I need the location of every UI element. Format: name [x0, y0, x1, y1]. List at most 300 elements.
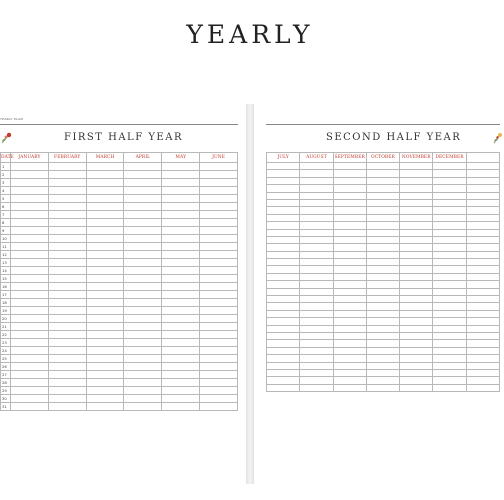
- planner-cell[interactable]: [200, 227, 238, 235]
- planner-cell[interactable]: [11, 259, 49, 267]
- planner-cell[interactable]: [11, 187, 49, 195]
- planner-cell[interactable]: [162, 387, 200, 395]
- planner-cell[interactable]: [400, 214, 433, 221]
- planner-cell[interactable]: [200, 171, 238, 179]
- planner-cell[interactable]: [400, 347, 433, 354]
- planner-cell[interactable]: [11, 323, 49, 331]
- planner-cell[interactable]: [86, 163, 124, 171]
- planner-cell[interactable]: [366, 296, 399, 303]
- planner-cell[interactable]: [11, 315, 49, 323]
- planner-cell[interactable]: [11, 395, 49, 403]
- planner-cell[interactable]: [267, 347, 300, 354]
- planner-cell[interactable]: [200, 379, 238, 387]
- planner-cell[interactable]: [300, 288, 333, 295]
- planner-cell[interactable]: [200, 267, 238, 275]
- planner-cell[interactable]: [86, 203, 124, 211]
- planner-cell[interactable]: [333, 207, 366, 214]
- planner-cell[interactable]: [333, 310, 366, 317]
- planner-cell[interactable]: [11, 379, 49, 387]
- planner-cell[interactable]: [300, 222, 333, 229]
- planner-cell[interactable]: [267, 177, 300, 184]
- planner-cell[interactable]: [433, 318, 466, 325]
- planner-cell[interactable]: [48, 355, 86, 363]
- planner-cell[interactable]: [48, 211, 86, 219]
- planner-cell[interactable]: [162, 187, 200, 195]
- planner-cell[interactable]: [267, 192, 300, 199]
- planner-cell[interactable]: [124, 227, 162, 235]
- planner-cell[interactable]: [162, 251, 200, 259]
- planner-cell[interactable]: [300, 192, 333, 199]
- planner-cell[interactable]: [11, 283, 49, 291]
- planner-cell[interactable]: [466, 214, 499, 221]
- planner-cell[interactable]: [162, 235, 200, 243]
- planner-cell[interactable]: [333, 229, 366, 236]
- planner-cell[interactable]: [267, 340, 300, 347]
- planner-cell[interactable]: [433, 266, 466, 273]
- planner-cell[interactable]: [366, 288, 399, 295]
- planner-cell[interactable]: [366, 170, 399, 177]
- planner-cell[interactable]: [400, 207, 433, 214]
- planner-cell[interactable]: [366, 310, 399, 317]
- planner-cell[interactable]: [366, 369, 399, 376]
- planner-cell[interactable]: [400, 377, 433, 384]
- planner-cell[interactable]: [200, 219, 238, 227]
- planner-cell[interactable]: [267, 185, 300, 192]
- planner-cell[interactable]: [48, 203, 86, 211]
- planner-cell[interactable]: [162, 275, 200, 283]
- planner-cell[interactable]: [86, 275, 124, 283]
- planner-cell[interactable]: [333, 259, 366, 266]
- planner-cell[interactable]: [200, 195, 238, 203]
- planner-cell[interactable]: [466, 332, 499, 339]
- planner-cell[interactable]: [124, 203, 162, 211]
- planner-cell[interactable]: [86, 259, 124, 267]
- planner-cell[interactable]: [162, 179, 200, 187]
- planner-cell[interactable]: [433, 340, 466, 347]
- planner-cell[interactable]: [333, 214, 366, 221]
- planner-cell[interactable]: [267, 384, 300, 391]
- planner-cell[interactable]: [48, 243, 86, 251]
- planner-cell[interactable]: [48, 219, 86, 227]
- planner-cell[interactable]: [333, 362, 366, 369]
- planner-cell[interactable]: [333, 185, 366, 192]
- planner-cell[interactable]: [300, 340, 333, 347]
- planner-cell[interactable]: [162, 355, 200, 363]
- planner-cell[interactable]: [124, 339, 162, 347]
- planner-cell[interactable]: [400, 332, 433, 339]
- planner-cell[interactable]: [86, 307, 124, 315]
- planner-cell[interactable]: [466, 229, 499, 236]
- planner-cell[interactable]: [48, 179, 86, 187]
- planner-cell[interactable]: [86, 219, 124, 227]
- planner-cell[interactable]: [48, 395, 86, 403]
- planner-cell[interactable]: [162, 267, 200, 275]
- planner-cell[interactable]: [11, 371, 49, 379]
- planner-cell[interactable]: [300, 355, 333, 362]
- planner-cell[interactable]: [400, 369, 433, 376]
- planner-cell[interactable]: [124, 211, 162, 219]
- planner-cell[interactable]: [400, 244, 433, 251]
- planner-cell[interactable]: [333, 325, 366, 332]
- planner-cell[interactable]: [124, 347, 162, 355]
- planner-cell[interactable]: [300, 207, 333, 214]
- planner-cell[interactable]: [200, 235, 238, 243]
- planner-cell[interactable]: [300, 281, 333, 288]
- planner-cell[interactable]: [267, 222, 300, 229]
- planner-cell[interactable]: [267, 355, 300, 362]
- planner-cell[interactable]: [11, 195, 49, 203]
- planner-cell[interactable]: [267, 251, 300, 258]
- planner-cell[interactable]: [333, 369, 366, 376]
- planner-cell[interactable]: [267, 273, 300, 280]
- planner-cell[interactable]: [400, 259, 433, 266]
- planner-cell[interactable]: [124, 163, 162, 171]
- planner-cell[interactable]: [200, 307, 238, 315]
- planner-cell[interactable]: [200, 339, 238, 347]
- planner-cell[interactable]: [466, 259, 499, 266]
- planner-cell[interactable]: [466, 318, 499, 325]
- planner-cell[interactable]: [366, 325, 399, 332]
- planner-cell[interactable]: [433, 369, 466, 376]
- planner-cell[interactable]: [333, 266, 366, 273]
- planner-cell[interactable]: [466, 347, 499, 354]
- planner-cell[interactable]: [433, 207, 466, 214]
- planner-cell[interactable]: [433, 222, 466, 229]
- planner-cell[interactable]: [200, 259, 238, 267]
- planner-cell[interactable]: [162, 243, 200, 251]
- planner-cell[interactable]: [433, 296, 466, 303]
- planner-cell[interactable]: [267, 259, 300, 266]
- planner-cell[interactable]: [300, 251, 333, 258]
- planner-cell[interactable]: [200, 211, 238, 219]
- planner-cell[interactable]: [11, 355, 49, 363]
- planner-cell[interactable]: [162, 299, 200, 307]
- planner-cell[interactable]: [400, 288, 433, 295]
- planner-cell[interactable]: [466, 303, 499, 310]
- planner-cell[interactable]: [86, 251, 124, 259]
- planner-cell[interactable]: [124, 331, 162, 339]
- planner-cell[interactable]: [433, 332, 466, 339]
- planner-cell[interactable]: [124, 387, 162, 395]
- planner-cell[interactable]: [11, 219, 49, 227]
- planner-cell[interactable]: [366, 318, 399, 325]
- planner-cell[interactable]: [86, 179, 124, 187]
- planner-cell[interactable]: [400, 296, 433, 303]
- planner-cell[interactable]: [11, 291, 49, 299]
- planner-cell[interactable]: [333, 177, 366, 184]
- planner-cell[interactable]: [124, 379, 162, 387]
- planner-cell[interactable]: [162, 211, 200, 219]
- planner-cell[interactable]: [333, 251, 366, 258]
- planner-cell[interactable]: [48, 291, 86, 299]
- planner-cell[interactable]: [124, 171, 162, 179]
- planner-cell[interactable]: [300, 185, 333, 192]
- planner-cell[interactable]: [124, 267, 162, 275]
- planner-cell[interactable]: [86, 379, 124, 387]
- planner-cell[interactable]: [200, 291, 238, 299]
- planner-cell[interactable]: [267, 266, 300, 273]
- planner-cell[interactable]: [333, 347, 366, 354]
- planner-cell[interactable]: [366, 199, 399, 206]
- planner-cell[interactable]: [124, 179, 162, 187]
- planner-cell[interactable]: [86, 355, 124, 363]
- planner-cell[interactable]: [162, 171, 200, 179]
- planner-cell[interactable]: [366, 236, 399, 243]
- planner-cell[interactable]: [400, 199, 433, 206]
- planner-cell[interactable]: [124, 315, 162, 323]
- planner-cell[interactable]: [86, 347, 124, 355]
- planner-cell[interactable]: [267, 170, 300, 177]
- planner-cell[interactable]: [300, 177, 333, 184]
- planner-cell[interactable]: [48, 275, 86, 283]
- planner-cell[interactable]: [400, 355, 433, 362]
- planner-cell[interactable]: [11, 179, 49, 187]
- planner-cell[interactable]: [86, 283, 124, 291]
- planner-cell[interactable]: [162, 227, 200, 235]
- planner-cell[interactable]: [300, 214, 333, 221]
- planner-cell[interactable]: [48, 323, 86, 331]
- planner-cell[interactable]: [433, 214, 466, 221]
- planner-cell[interactable]: [433, 384, 466, 391]
- planner-cell[interactable]: [466, 222, 499, 229]
- planner-cell[interactable]: [124, 323, 162, 331]
- planner-cell[interactable]: [48, 339, 86, 347]
- planner-cell[interactable]: [267, 310, 300, 317]
- planner-cell[interactable]: [433, 273, 466, 280]
- planner-cell[interactable]: [11, 171, 49, 179]
- planner-cell[interactable]: [333, 199, 366, 206]
- planner-cell[interactable]: [200, 203, 238, 211]
- planner-cell[interactable]: [433, 199, 466, 206]
- planner-cell[interactable]: [466, 266, 499, 273]
- planner-cell[interactable]: [162, 259, 200, 267]
- planner-cell[interactable]: [333, 332, 366, 339]
- planner-cell[interactable]: [333, 377, 366, 384]
- planner-cell[interactable]: [466, 325, 499, 332]
- planner-cell[interactable]: [433, 185, 466, 192]
- planner-cell[interactable]: [333, 303, 366, 310]
- planner-cell[interactable]: [200, 243, 238, 251]
- planner-cell[interactable]: [267, 207, 300, 214]
- planner-cell[interactable]: [333, 163, 366, 170]
- planner-cell[interactable]: [466, 192, 499, 199]
- planner-cell[interactable]: [124, 283, 162, 291]
- planner-cell[interactable]: [267, 325, 300, 332]
- planner-cell[interactable]: [366, 244, 399, 251]
- planner-cell[interactable]: [86, 227, 124, 235]
- planner-cell[interactable]: [300, 369, 333, 376]
- planner-cell[interactable]: [267, 199, 300, 206]
- planner-cell[interactable]: [333, 192, 366, 199]
- planner-cell[interactable]: [200, 163, 238, 171]
- planner-cell[interactable]: [366, 251, 399, 258]
- planner-cell[interactable]: [366, 273, 399, 280]
- planner-cell[interactable]: [11, 307, 49, 315]
- planner-cell[interactable]: [48, 363, 86, 371]
- planner-cell[interactable]: [200, 363, 238, 371]
- planner-cell[interactable]: [11, 211, 49, 219]
- planner-cell[interactable]: [466, 296, 499, 303]
- planner-cell[interactable]: [11, 339, 49, 347]
- planner-cell[interactable]: [11, 203, 49, 211]
- planner-cell[interactable]: [162, 379, 200, 387]
- planner-cell[interactable]: [124, 403, 162, 411]
- planner-cell[interactable]: [11, 331, 49, 339]
- planner-cell[interactable]: [366, 355, 399, 362]
- planner-cell[interactable]: [200, 371, 238, 379]
- planner-cell[interactable]: [267, 244, 300, 251]
- planner-cell[interactable]: [124, 235, 162, 243]
- planner-cell[interactable]: [48, 235, 86, 243]
- planner-cell[interactable]: [333, 244, 366, 251]
- planner-cell[interactable]: [162, 331, 200, 339]
- planner-cell[interactable]: [333, 222, 366, 229]
- planner-cell[interactable]: [400, 177, 433, 184]
- planner-cell[interactable]: [11, 227, 49, 235]
- planner-cell[interactable]: [300, 170, 333, 177]
- planner-cell[interactable]: [86, 403, 124, 411]
- planner-cell[interactable]: [124, 371, 162, 379]
- planner-cell[interactable]: [466, 185, 499, 192]
- planner-cell[interactable]: [300, 163, 333, 170]
- planner-cell[interactable]: [433, 177, 466, 184]
- planner-cell[interactable]: [48, 227, 86, 235]
- planner-cell[interactable]: [48, 299, 86, 307]
- planner-cell[interactable]: [466, 281, 499, 288]
- planner-cell[interactable]: [466, 377, 499, 384]
- planner-cell[interactable]: [86, 323, 124, 331]
- planner-cell[interactable]: [433, 347, 466, 354]
- planner-cell[interactable]: [333, 296, 366, 303]
- planner-cell[interactable]: [366, 192, 399, 199]
- planner-cell[interactable]: [48, 379, 86, 387]
- planner-cell[interactable]: [200, 387, 238, 395]
- planner-cell[interactable]: [366, 362, 399, 369]
- planner-cell[interactable]: [333, 355, 366, 362]
- planner-cell[interactable]: [466, 362, 499, 369]
- planner-cell[interactable]: [162, 403, 200, 411]
- planner-cell[interactable]: [333, 281, 366, 288]
- planner-cell[interactable]: [267, 377, 300, 384]
- planner-cell[interactable]: [86, 387, 124, 395]
- planner-cell[interactable]: [400, 163, 433, 170]
- planner-cell[interactable]: [400, 185, 433, 192]
- planner-cell[interactable]: [366, 214, 399, 221]
- planner-cell[interactable]: [400, 192, 433, 199]
- planner-cell[interactable]: [400, 273, 433, 280]
- planner-cell[interactable]: [162, 395, 200, 403]
- planner-cell[interactable]: [366, 207, 399, 214]
- planner-cell[interactable]: [300, 236, 333, 243]
- planner-cell[interactable]: [11, 251, 49, 259]
- planner-cell[interactable]: [267, 236, 300, 243]
- planner-cell[interactable]: [48, 163, 86, 171]
- planner-cell[interactable]: [433, 229, 466, 236]
- planner-cell[interactable]: [267, 214, 300, 221]
- planner-cell[interactable]: [86, 363, 124, 371]
- planner-cell[interactable]: [162, 283, 200, 291]
- planner-cell[interactable]: [466, 170, 499, 177]
- planner-cell[interactable]: [300, 259, 333, 266]
- planner-cell[interactable]: [300, 244, 333, 251]
- planner-cell[interactable]: [162, 339, 200, 347]
- planner-cell[interactable]: [200, 323, 238, 331]
- planner-cell[interactable]: [466, 384, 499, 391]
- planner-cell[interactable]: [466, 355, 499, 362]
- planner-cell[interactable]: [267, 163, 300, 170]
- planner-cell[interactable]: [86, 299, 124, 307]
- planner-cell[interactable]: [466, 207, 499, 214]
- planner-cell[interactable]: [333, 288, 366, 295]
- planner-cell[interactable]: [86, 331, 124, 339]
- planner-cell[interactable]: [200, 395, 238, 403]
- planner-cell[interactable]: [162, 291, 200, 299]
- planner-cell[interactable]: [466, 310, 499, 317]
- planner-cell[interactable]: [466, 236, 499, 243]
- planner-cell[interactable]: [400, 362, 433, 369]
- planner-cell[interactable]: [124, 195, 162, 203]
- planner-cell[interactable]: [400, 303, 433, 310]
- planner-cell[interactable]: [86, 291, 124, 299]
- planner-cell[interactable]: [11, 299, 49, 307]
- planner-cell[interactable]: [48, 171, 86, 179]
- planner-cell[interactable]: [466, 340, 499, 347]
- planner-cell[interactable]: [124, 363, 162, 371]
- planner-cell[interactable]: [124, 355, 162, 363]
- planner-cell[interactable]: [86, 371, 124, 379]
- planner-cell[interactable]: [162, 347, 200, 355]
- planner-cell[interactable]: [48, 315, 86, 323]
- planner-cell[interactable]: [162, 195, 200, 203]
- planner-cell[interactable]: [86, 315, 124, 323]
- planner-cell[interactable]: [366, 332, 399, 339]
- planner-cell[interactable]: [333, 318, 366, 325]
- planner-cell[interactable]: [11, 363, 49, 371]
- planner-cell[interactable]: [11, 387, 49, 395]
- planner-cell[interactable]: [162, 307, 200, 315]
- planner-cell[interactable]: [400, 340, 433, 347]
- planner-cell[interactable]: [48, 195, 86, 203]
- planner-cell[interactable]: [300, 362, 333, 369]
- planner-cell[interactable]: [267, 229, 300, 236]
- planner-cell[interactable]: [200, 187, 238, 195]
- planner-cell[interactable]: [200, 331, 238, 339]
- planner-cell[interactable]: [433, 236, 466, 243]
- planner-cell[interactable]: [400, 384, 433, 391]
- planner-cell[interactable]: [466, 273, 499, 280]
- planner-cell[interactable]: [300, 266, 333, 273]
- planner-cell[interactable]: [48, 371, 86, 379]
- planner-cell[interactable]: [433, 310, 466, 317]
- planner-cell[interactable]: [366, 303, 399, 310]
- planner-cell[interactable]: [400, 325, 433, 332]
- planner-cell[interactable]: [300, 347, 333, 354]
- planner-cell[interactable]: [267, 288, 300, 295]
- planner-cell[interactable]: [86, 267, 124, 275]
- planner-cell[interactable]: [433, 362, 466, 369]
- planner-cell[interactable]: [267, 318, 300, 325]
- planner-cell[interactable]: [366, 177, 399, 184]
- planner-cell[interactable]: [124, 299, 162, 307]
- planner-cell[interactable]: [162, 163, 200, 171]
- planner-cell[interactable]: [48, 251, 86, 259]
- planner-cell[interactable]: [366, 377, 399, 384]
- planner-cell[interactable]: [267, 332, 300, 339]
- planner-cell[interactable]: [48, 403, 86, 411]
- planner-cell[interactable]: [300, 310, 333, 317]
- planner-cell[interactable]: [124, 187, 162, 195]
- planner-cell[interactable]: [86, 171, 124, 179]
